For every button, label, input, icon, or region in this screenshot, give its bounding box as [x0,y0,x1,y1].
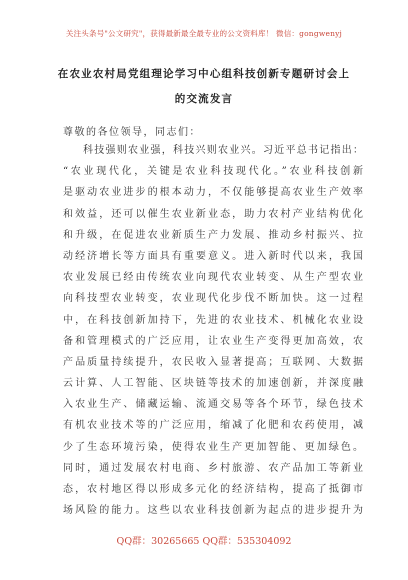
paragraph-line: 和效益，还可以催生农业新业态，助力农村产业结构优化 [63,208,363,220]
document-title-continuation: 的交流发言 [174,93,234,105]
paragraph-line: 动经济增长等方面具有重要意义。进入新时代以来，我国 [63,250,363,262]
paragraph-line: “农业现代化，关键是农业科技现代化。”农业科技创新 [63,166,363,178]
footer-contact: QQ群：30265665 QQ群：535304092 [116,536,292,547]
paragraph-line: 和升级，在促进农业新质生产力发展、推动乡村振兴、拉 [63,229,363,241]
paragraph-line: 备和管理模式的广泛应用，让农业生产变得更加高效，农 [63,335,363,347]
paragraph-line: 少了生态环境污染，使得农业生产更加智能、更加绿色。 [63,441,363,453]
body-paragraph [63,140,363,521]
paragraph-line: 科技强则农业强，科技兴则农业兴。习近平总书记指出： [83,145,363,156]
paragraph-line: 农业发展已经由传统农业向现代农业转变、从生产型农业 [63,272,363,284]
paragraph-line: 场风险的能力。这些以农业科技创新为起点的进步提升为 [63,505,363,517]
header-banner: 关注头条号"公文研究"，获得最新最全最专业的公文资料库！ 微信：gongwenyj [65,29,343,38]
paragraph-line: 同时，通过发展农村电商、乡村旅游、农产品加工等新业 [63,462,363,474]
paragraph-line: 有机农业技术等的广泛应用，缩减了化肥和农药使用，减 [63,420,363,432]
paragraph-line: 中，在科技创新加持下，先进的农业技术、机械化农业设 [63,314,363,326]
paragraph-line: 云计算、人工智能、区块链等技术的加速创新，并深度融 [63,378,363,390]
paragraph-line: 是驱动农业进步的根本动力，不仅能够提高农业生产效率 [63,187,363,199]
paragraph-line: 入农业生产、储藏运输、流通交易等各个环节，绿色技术 [63,399,363,411]
paragraph-line: 态，农村地区得以形成多元化的经济结构，提高了抵御市 [63,484,363,495]
salutation: 尊敬的各位领导，同志们： [63,127,201,138]
paragraph-line: 产品质量持续提升，农民收入显著提高；互联网、大数据 [63,356,363,368]
document-title: 在农业农村局党组理论学习中心组科技创新专题研讨会上 [57,68,351,80]
paragraph-line: 向科技型农业转变，农业现代化步伐不断加快。这一过程 [63,293,363,305]
